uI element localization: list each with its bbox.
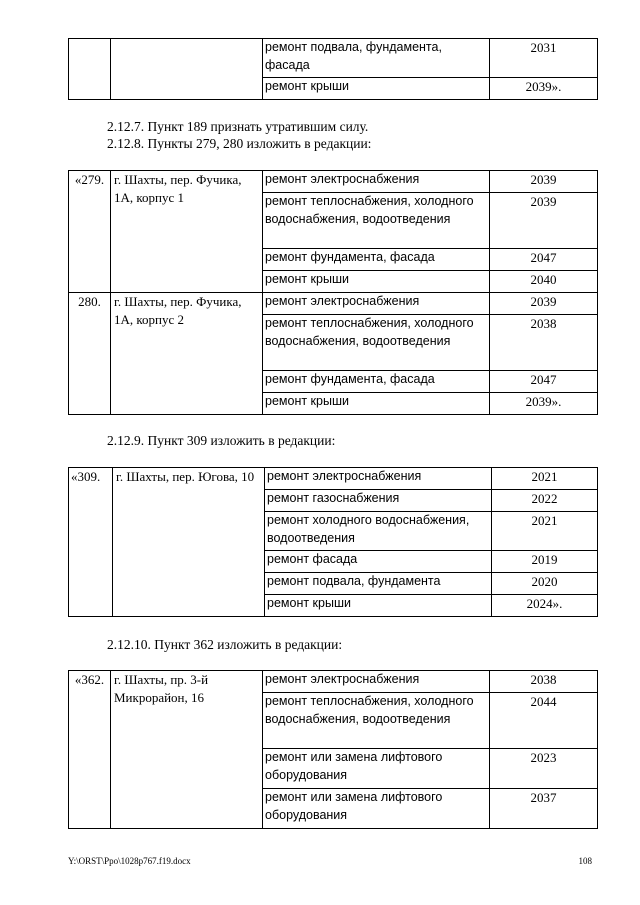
item-number: «362.: [69, 671, 111, 829]
year-cell: 2020: [492, 573, 598, 595]
item-address: г. Шахты, пер. Фучика, 1А, корпус 2: [111, 293, 263, 415]
work-cell: ремонт крыши: [263, 78, 490, 100]
paragraph-2-12-7: 2.12.7. Пункт 189 признать утратившим силу.: [107, 119, 369, 134]
year-cell: 2038: [490, 671, 598, 693]
work-cell: ремонт теплоснабжения, холодного водоснабжения, водоотведения: [263, 315, 490, 371]
work-cell: ремонт или замена лифтового оборудования: [263, 789, 490, 829]
work-cell: ремонт крыши: [263, 393, 490, 415]
number-cell: [69, 39, 111, 100]
item-number: «309.: [69, 468, 113, 617]
table-items-279-280: [68, 170, 598, 415]
year-cell: 2039: [490, 171, 598, 193]
year-cell: 2023: [490, 749, 598, 789]
year-cell: 2024».: [492, 595, 598, 617]
work-cell: ремонт теплоснабжения, холодного водоснабжения, водоотведения: [263, 693, 490, 749]
year-cell: 2022: [492, 490, 598, 512]
paragraph-2-12-9: 2.12.9. Пункт 309 изложить в редакции:: [107, 433, 336, 448]
work-cell: ремонт электроснабжения: [263, 671, 490, 693]
work-cell: ремонт электроснабжения: [263, 171, 490, 193]
year-cell: 2040: [490, 271, 598, 293]
year-cell: 2037: [490, 789, 598, 829]
year-cell: 2021: [492, 512, 598, 551]
work-cell: ремонт крыши: [265, 595, 492, 617]
work-cell: ремонт подвала, фундамента, фасада: [263, 39, 490, 78]
item-address: г. Шахты, пер. Фучика, 1А, корпус 1: [111, 171, 263, 293]
work-cell: ремонт газоснабжения: [265, 490, 492, 512]
work-cell: ремонт теплоснабжения, холодного водоснабжения, водоотведения: [263, 193, 490, 249]
work-cell: ремонт подвала, фундамента: [265, 573, 492, 595]
work-cell: ремонт крыши: [263, 271, 490, 293]
item-address: г. Шахты, пр. 3-й Микрорайон, 16: [111, 671, 263, 829]
address-cell: [111, 39, 263, 100]
item-number: «279.: [69, 171, 111, 293]
year-cell: 2044: [490, 693, 598, 749]
year-cell: 2021: [492, 468, 598, 490]
work-cell: ремонт электроснабжения: [265, 468, 492, 490]
year-cell: 2039: [490, 193, 598, 249]
work-cell: ремонт холодного водоснабжения, водоотведения: [265, 512, 492, 551]
continuation-table: [68, 38, 598, 100]
work-cell: ремонт фундамента, фасада: [263, 371, 490, 393]
year-cell: 2038: [490, 315, 598, 371]
work-cell: ремонт фундамента, фасада: [263, 249, 490, 271]
year-cell: 2039».: [490, 393, 598, 415]
work-cell: ремонт или замена лифтового оборудования: [263, 749, 490, 789]
table-item-362: [68, 670, 598, 829]
paragraph-2-12-8: 2.12.8. Пункты 279, 280 изложить в редакции:: [107, 136, 372, 151]
year-cell: 2039: [490, 293, 598, 315]
footer-page-number: 108: [578, 856, 592, 866]
year-cell: 2019: [492, 551, 598, 573]
footer-file-path: Y:\ORST\Ppo\1028p767.f19.docx: [68, 856, 191, 866]
year-cell: 2047: [490, 371, 598, 393]
paragraph-2-12-10: 2.12.10. Пункт 362 изложить в редакции:: [107, 637, 343, 652]
table-item-309: [68, 467, 598, 617]
work-cell: ремонт электроснабжения: [263, 293, 490, 315]
year-cell: 2047: [490, 249, 598, 271]
item-address: г. Шахты, пер. Югова, 10: [113, 468, 265, 617]
item-number: 280.: [69, 293, 111, 415]
work-cell: ремонт фасада: [265, 551, 492, 573]
year-cell: 2031: [490, 39, 598, 78]
year-cell: 2039».: [490, 78, 598, 100]
